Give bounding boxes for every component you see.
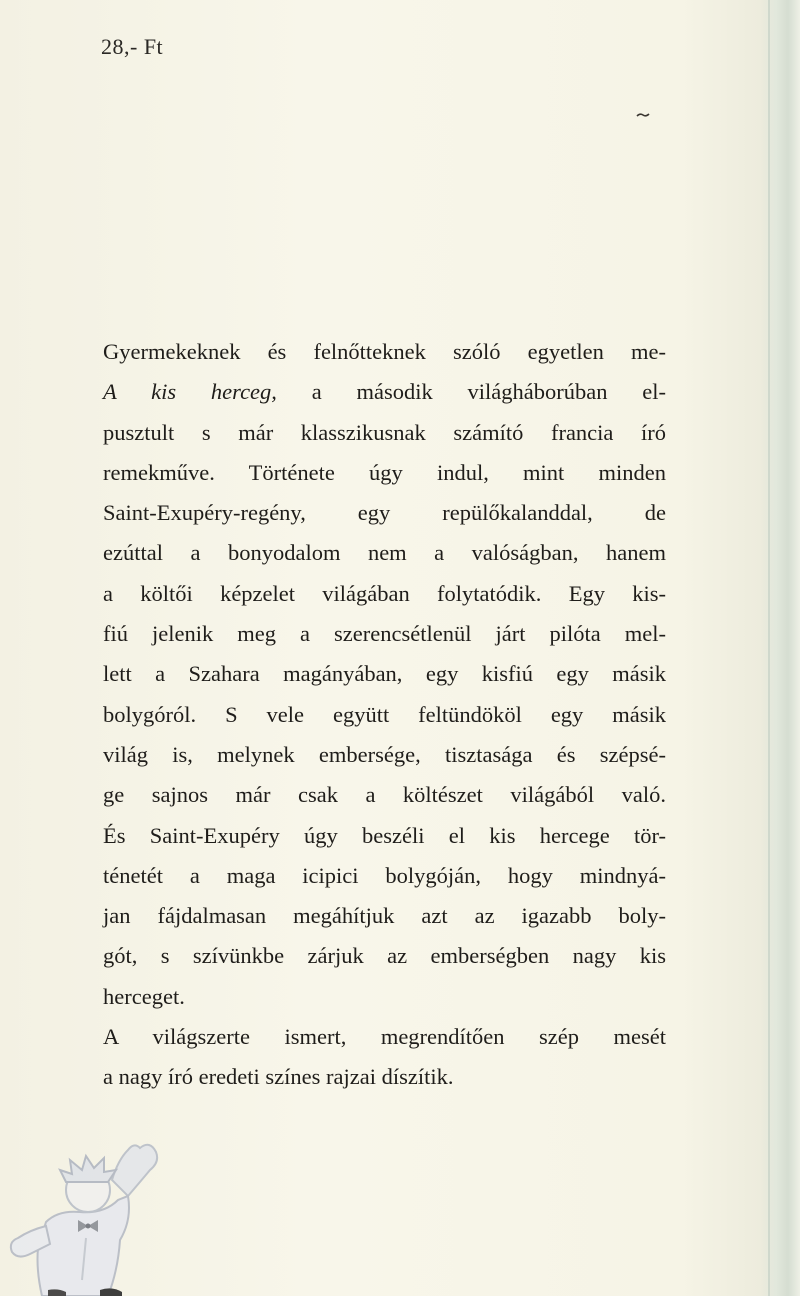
blurb-line: jan fájdalmasan megáhítjuk azt az igazabb boly- [103, 903, 666, 929]
blurb-line: ge sajnos már csak a költészet világából való. [103, 782, 666, 808]
blurb-line: a nagy író eredeti színes rajzai díszítik. [103, 1064, 454, 1090]
blurb-line: fiú jelenik meg a szerencsétlenül járt pilóta mel- [103, 621, 666, 647]
blurb-paragraph-1 [103, 332, 666, 1017]
blurb-line: ezúttal a bonyodalom nem a valóságban, hanem [103, 540, 666, 566]
blurb-line-rest: a második világháborúban el- [276, 379, 666, 405]
blurb-line: remekműve. Története úgy indul, mint minden [103, 459, 666, 485]
blurb-line: Saint-Exupéry-regény, egy repülőkalanddal, de [103, 500, 666, 526]
blurb-line: gót, s szívünkbe zárjuk az emberségben nagy kis [103, 943, 666, 969]
blurb-line: a költői képzelet világában folytatódik. Egy kis- [103, 580, 666, 606]
blurb-line: lett a Szahara magányában, egy kisfiú egy másik [103, 661, 666, 687]
blurb-line: És Saint-Exupéry úgy beszéli el kis hercege tör- [103, 822, 666, 848]
blurb-line: Gyermekeknek és felnőtteknek szóló egyetlen me- [103, 339, 666, 364]
ink-speck [636, 112, 650, 118]
blurb-line [103, 372, 666, 412]
cover-edge-strip [760, 0, 800, 1296]
blurb-line: ténetét a maga icipici bolygóján, hogy mindnyá- [103, 862, 666, 888]
blurb-line: világ is, melynek embersége, tisztasága és szépsé- [103, 741, 666, 767]
little-prince-illustration [0, 1130, 170, 1296]
blurb-line: bolygóról. S vele együtt feltündököl egy másik [103, 701, 666, 727]
book-title-italic: A kis herceg, [103, 379, 277, 405]
blurb-line: A világszerte ismert, megrendítően szép mesét [103, 1024, 666, 1050]
blurb-text [103, 332, 666, 1098]
price-label: 28,- Ft [101, 34, 164, 59]
blurb-line: herceget. [103, 983, 185, 1009]
cover-edge-line [768, 0, 770, 1296]
blurb-line: pusztult s már klasszikusnak számító francia író [103, 419, 666, 445]
blurb-paragraph-2 [103, 1017, 666, 1098]
